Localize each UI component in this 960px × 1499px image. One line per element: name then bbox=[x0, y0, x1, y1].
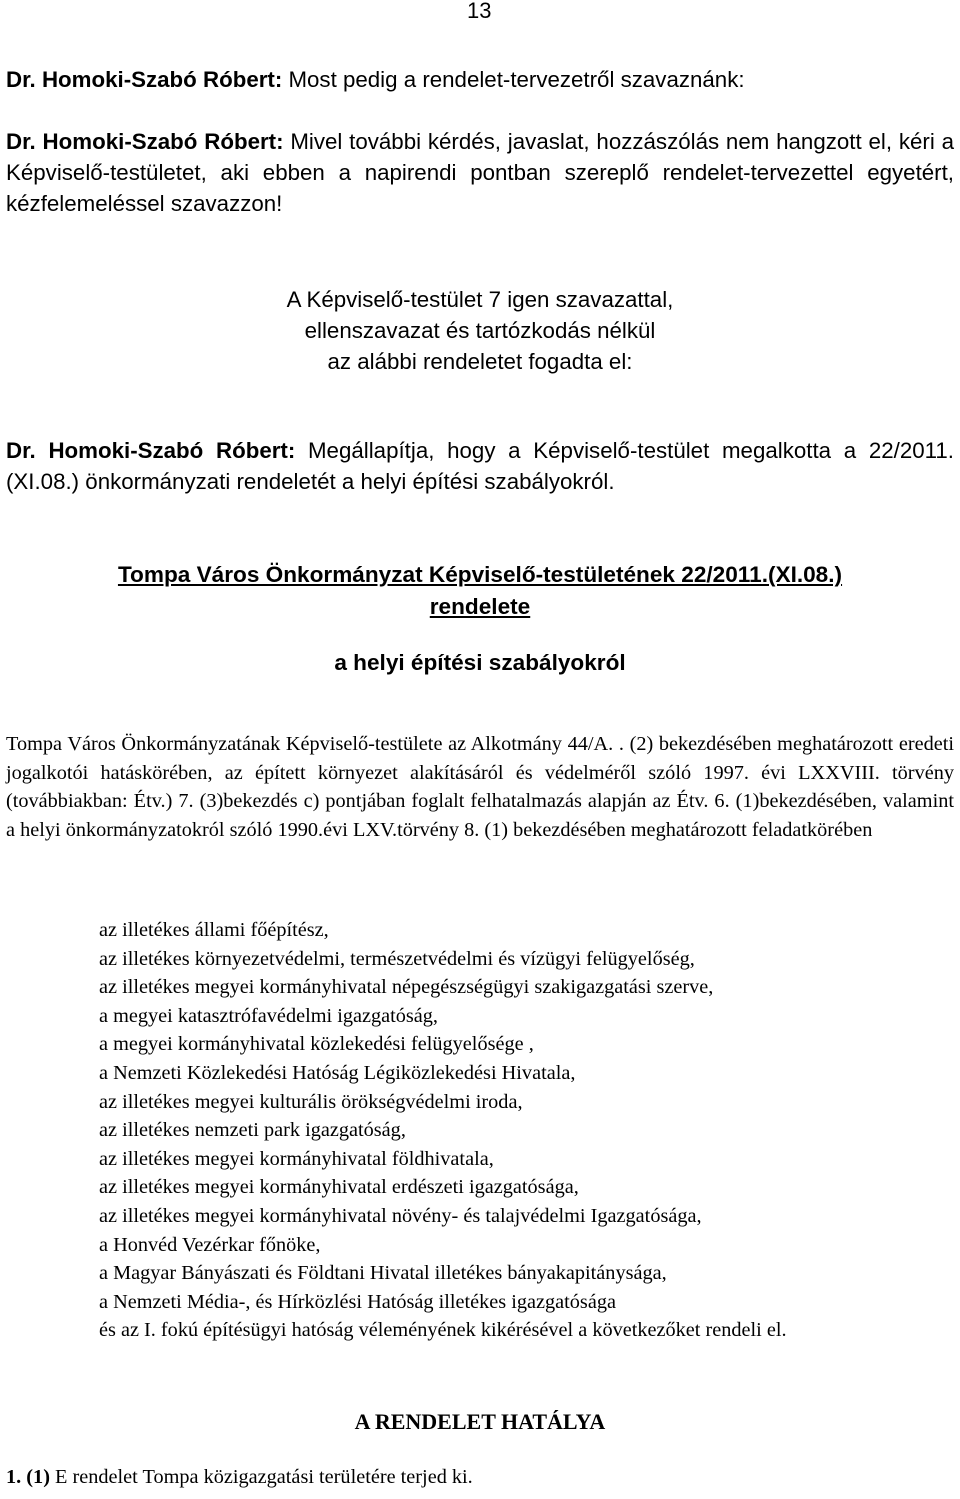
list-item: az illetékes megyei kormányhivatal földhivatala, bbox=[99, 1147, 494, 1170]
speaker-name: Dr. Homoki-Szabó Róbert: bbox=[6, 129, 284, 154]
list-item: a Magyar Bányászati és Földtani Hivatal illetékes bányakapitánysága, bbox=[99, 1262, 667, 1285]
intro-section bbox=[6, 64, 954, 219]
page-number: 13 bbox=[467, 0, 492, 23]
vote-result bbox=[0, 284, 960, 377]
subparagraph-number: (1) bbox=[26, 1466, 50, 1488]
intro-paragraph bbox=[6, 126, 954, 219]
statement-paragraph bbox=[6, 435, 954, 497]
preamble-text: Tompa Város Önkormányzatának Képviselő-testülete az Alkotmány 44/A. . (2) bekezdésében meghatározott eredeti jogalkotói hatáskörében, az épített környezet alakításáról és védelméről szóló 1997. évi LXXVIII. törvény (továbbiakban: Étv.) 7. (3)bekezdés c) pontjában foglalt felhatalmazás alapján az Étv. 6. (1)bekezdésében, valamint a helyi önkormányzatokról szóló 1990.évi LXV.törvény 8. (1) bekezdésében meghatározott feladatkörében bbox=[6, 733, 954, 841]
list-item: az illetékes környezetvédelmi, természetvédelmi és vízügyi felügyelőség, bbox=[99, 947, 695, 970]
speaker-name: Dr. Homoki-Szabó Róbert: bbox=[6, 438, 296, 463]
list-item: az illetékes megyei kormányhivatal növény- és talajvédelmi Igazgatósága, bbox=[99, 1204, 702, 1227]
list-item: a megyei katasztrófavédelmi igazgatóság, bbox=[99, 1004, 438, 1027]
decree-title-line-2: rendelete bbox=[429, 594, 531, 619]
list-item: az illetékes nemzeti park igazgatóság, bbox=[99, 1119, 406, 1142]
list-item: az illetékes megyei kormányhivatal népegészségügyi szakigazgatási szerve, bbox=[99, 976, 714, 999]
intro-paragraph-text: Mivel további kérdés, javaslat, hozzászólás nem hangzott el, kéri a Képviselő-testületet, aki ebben a napirendi pontban szereplő rendelet-tervezettel egyetért, kézfelemeléssel szavazzon! bbox=[6, 129, 954, 216]
list-item: a Nemzeti Média-, és Hírközlési Hatóság illetékes igazgatósága bbox=[99, 1290, 616, 1313]
speaker-name: Dr. Homoki-Szabó Róbert: bbox=[6, 67, 283, 92]
statement-text: Megállapítja, hogy a Képviselő-testület megalkotta a 22/2011.(XI.08.) önkormányzati rendeletét a helyi építési szabályokról. bbox=[6, 438, 954, 494]
list-item: a Nemzeti Közlekedési Hatóság Légiközlekedési Hivatala, bbox=[99, 1061, 576, 1084]
list-item: a Honvéd Vezérkar főnöke, bbox=[99, 1233, 321, 1256]
intro-line-text: Most pedig a rendelet-tervezetről szavaznánk: bbox=[282, 67, 745, 92]
decree-title-line-1: Tompa Város Önkormányzat Képviselő-testületének 22/2011.(XI.08.) bbox=[117, 562, 843, 587]
vote-line-1: A Képviselő-testület 7 igen szavazattal, bbox=[286, 287, 674, 312]
decree-title bbox=[0, 559, 960, 623]
list-item: a megyei kormányhivatal közlekedési felügyelősége , bbox=[99, 1033, 534, 1056]
list-item: az illetékes állami főépítész, bbox=[99, 919, 329, 941]
decree-subtitle: a helyi építési szabályokról bbox=[334, 650, 626, 675]
list-item: az illetékes megyei kulturális örökségvédelmi iroda, bbox=[99, 1090, 523, 1113]
list-item: az illetékes megyei kormányhivatal erdészeti igazgatósága, bbox=[99, 1176, 579, 1199]
vote-line-3: az alábbi rendeletet fogadta el: bbox=[327, 349, 633, 374]
paragraph-number: 1. bbox=[6, 1466, 22, 1488]
list-item: és az I. fokú építésügyi hatóság véleményének kikérésével a következőket rendeli el. bbox=[99, 1319, 787, 1342]
consulted-authorities-list bbox=[99, 916, 944, 1345]
statement-section bbox=[6, 435, 954, 497]
intro-line bbox=[6, 64, 954, 95]
section-heading: A RENDELET HATÁLYA bbox=[354, 1409, 606, 1434]
paragraph-text: E rendelet Tompa közigazgatási területére terjed ki. bbox=[49, 1466, 473, 1488]
decree-preamble bbox=[6, 730, 954, 844]
vote-line-2: ellenszavazat és tartózkodás nélkül bbox=[304, 318, 656, 343]
paragraph-1 bbox=[6, 1466, 473, 1489]
